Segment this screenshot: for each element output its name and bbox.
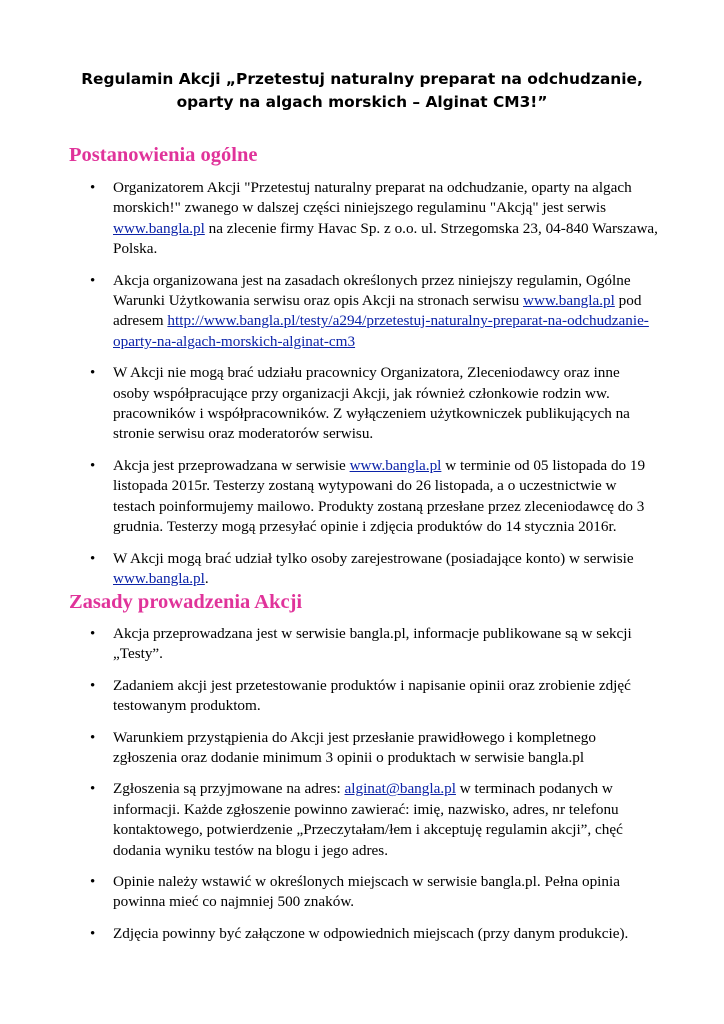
list-item: • W Akcji nie mogą brać udziału pracownicy Organizatora, Zleceniodawcy oraz inne osoby współpracujące przy organizacji Akcji, jak również członkowie rodzin ww. pracowników i współpracowników. Z wyłączeniem użytkowniczek publikujących na stronie serwisu oraz moderatorów serwisu. <box>0 363 658 445</box>
rules-list <box>0 624 658 944</box>
email-link[interactable]: alginat@bangla.pl <box>344 780 456 798</box>
list-item: • Organizatorem Akcji "Przetestuj naturalny preparat na odchudzanie, oparty na algach morskich!" zwanego w dalszej części niniejszego regulaminu "Akcją" jest serwis www.bangla.pl na zlecenie firmy Havac Sp. z o.o. ul. Strzegomska 23, 04-840 Warszawa, Polska. <box>0 178 658 260</box>
bangla-link[interactable]: www.bangla.pl <box>113 219 205 237</box>
section-heading-general: Postanowienia ogólne <box>69 144 258 166</box>
list-item: • Zdjęcia powinny być załączone w odpowiednich miejscach (przy danym produkcie). <box>0 924 658 944</box>
list-item: • Zgłoszenia są przyjmowane na adres: alginat@bangla.pl w terminach podanych w informacji. Każde zgłoszenie powinno zawierać: imię, nazwisko, adres, nr telefonu kontaktowego, potwierdzenie „Przeczytałam/łem i akceptuję regulamin akcji”, chęć dodania wyniku testów na blogu i jego adres. <box>0 779 658 861</box>
test-page-link[interactable]: http://www.bangla.pl/testy/a294/przetestuj-naturalny-preparat-na-odchudzanie-oparty-na-algach-morskich-alginat-cm3 <box>113 312 649 350</box>
general-provisions-list <box>0 178 658 589</box>
list-item: • Akcja przeprowadzana jest w serwisie bangla.pl, informacje publikowane są w sekcji „Testy”. <box>0 624 658 665</box>
bangla-link[interactable]: www.bangla.pl <box>113 569 205 587</box>
document-title: Regulamin Akcji „Przetestuj naturalny preparat na odchudzanie, oparty na algach morskich – Alginat CM3!” <box>81 70 643 111</box>
list-item: • Warunkiem przystąpienia do Akcji jest przesłanie prawidłowego i kompletnego zgłoszenia oraz dodanie minimum 3 opinii o produktach w serwisie bangla.pl <box>0 728 658 769</box>
bangla-link[interactable]: www.bangla.pl <box>523 292 615 310</box>
list-item: • Opinie należy wstawić w określonych miejscach w serwisie bangla.pl. Pełna opinia powinna mieć co najmniej 500 znaków. <box>0 872 658 913</box>
list-item: • W Akcji mogą brać udział tylko osoby zarejestrowane (posiadające konto) w serwisie www.bangla.pl. <box>0 549 658 590</box>
bangla-link[interactable]: www.bangla.pl <box>349 456 442 474</box>
list-item: • Akcja jest przeprowadzana w serwisie www.bangla.pl w terminie od 05 listopada do 19 listopada 2015r. Testerzy zostaną wytypowani do 26 listopada, a o uczestnictwie w testach poinformujemy mailowo. Produkty zostaną przesłane przez zleceniodawcę do 3 grudnia. Testerzy mogą przesyłać opinie i zdjęcia produktów do 14 stycznia 2016r. <box>0 456 658 538</box>
section-heading-rules: Zasady prowadzenia Akcji <box>69 591 303 613</box>
list-item: • Zadaniem akcji jest przetestowanie produktów i napisanie opinii oraz zrobienie zdjęć testowanym produktom. <box>0 676 658 717</box>
list-item: • Akcja organizowana jest na zasadach określonych przez niniejszy regulamin, Ogólne Warunki Użytkowania serwisu oraz opis Akcji na stronach serwisu www.bangla.pl pod adresem http://www.bangla.pl/testy/a294/przetestuj-naturalny-preparat-na-odchudzanie-oparty-na-algach-morskich-alginat-cm3 <box>0 271 658 353</box>
